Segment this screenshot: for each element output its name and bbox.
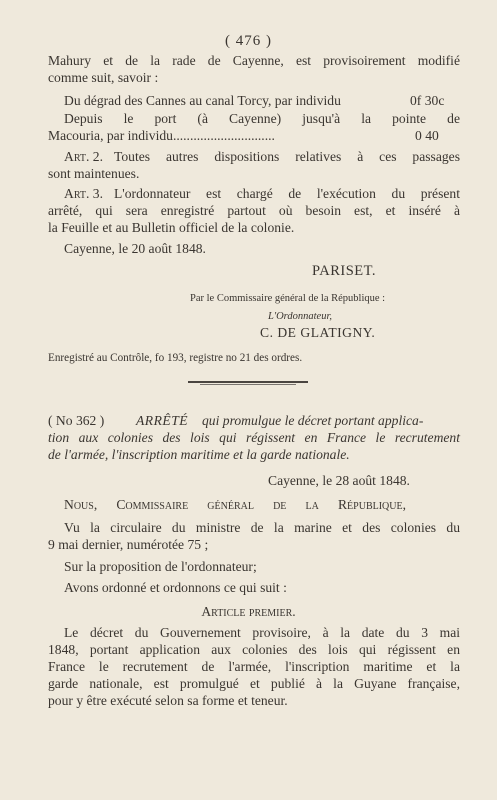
text-line: Vu la circulaire du ministre de la marine et des colonies du xyxy=(64,520,460,535)
decree-nous: Nous, Commissaire général de la République, xyxy=(64,497,406,512)
text-line: Mahury et de la rade de Cayenne, est provisoirement modifié xyxy=(48,53,460,68)
text-line: Toutes autres dispositions relatives à ces passages xyxy=(114,149,460,164)
text-line: Sur la proposition de l'ordonnateur; xyxy=(64,559,257,574)
date-line: Cayenne, le 20 août 1848. xyxy=(64,241,206,256)
tariff-line: Du dégrad des Cannes au canal Torcy, par individu xyxy=(64,93,341,108)
text-line: arrêté, qui sera enregistré partout où besoin est, et inséré à xyxy=(48,203,460,218)
text-line: garde nationale, est promulgué et publié à la Guyane française, xyxy=(48,676,460,691)
commissioner-line: Par le Commissaire général de la République : xyxy=(190,293,386,304)
text-line: Le décret du Gouvernement provisoire, à la date du 3 mai xyxy=(64,625,460,640)
text-line: L'ordonnateur est chargé de l'exécution du présent xyxy=(114,186,460,201)
ordonnateur-name: C. DE GLATIGNY. xyxy=(260,325,376,340)
decree-title-head: ARRÊTÉ xyxy=(136,413,189,428)
ordonnateur-title: L'Ordonnateur, xyxy=(268,311,332,322)
separator-rule xyxy=(188,381,308,383)
tariff-value: 0 40 xyxy=(415,128,439,143)
tariff-value: 0f 30c xyxy=(410,93,445,108)
decree-title-line: de l'armée, l'inscription maritime et la garde nationale. xyxy=(48,447,350,462)
decree-date: Cayenne, le 28 août 1848. xyxy=(268,473,410,488)
decree-number: ( No 362 ) xyxy=(48,413,105,428)
decree-avons: Avons ordonné et ordonnons ce qui suit : xyxy=(64,580,287,595)
text-line: France le recrutement de l'armée, l'inscription maritime et la xyxy=(48,659,460,674)
tariff-line: Macouria, par individu.............................. xyxy=(48,128,275,143)
decree-title-line: qui promulgue le décret portant applica- xyxy=(202,413,424,428)
decree-title-line: tion aux colonies des lois qui régissent en France le recrutement xyxy=(48,430,460,445)
article-3-label: Art. 3. xyxy=(64,186,103,201)
text-line: 1848, portant application aux colonies des lois qui régissent en xyxy=(48,642,460,657)
article-2-label: Art. 2. xyxy=(64,149,103,164)
page-number: ( 476 ) xyxy=(225,33,272,49)
text-line: 9 mai dernier, numérotée 75 ; xyxy=(48,537,209,552)
text-line: comme suit, savoir : xyxy=(48,70,159,85)
signature-pariset: PARISET. xyxy=(312,263,377,279)
registration-line: Enregistré au Contrôle, fo 193, registre no 21 des ordres. xyxy=(48,352,303,364)
article-premier-heading: Article premier. xyxy=(201,604,296,619)
text-line: la Feuille et au Bulletin officiel de la colonie. xyxy=(48,220,295,235)
tariff-line: Depuis le port (à Cayenne) jusqu'à la pointe de xyxy=(64,111,460,126)
text-line: sont maintenues. xyxy=(48,166,140,181)
text-line: pour y être exécuté selon sa forme et teneur. xyxy=(48,693,288,708)
